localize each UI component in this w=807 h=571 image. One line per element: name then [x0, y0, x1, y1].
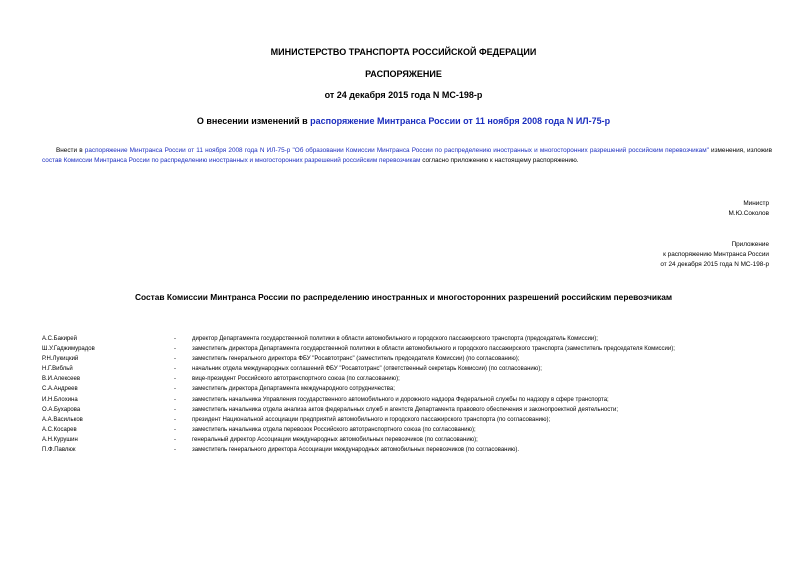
- member-role: вице-президент Российского автотранспортного союза (по согласованию);: [192, 376, 400, 383]
- member-dash: -: [174, 447, 176, 454]
- member-name: А.А.Васильков: [42, 416, 83, 423]
- member-name: П.Ф.Павлюк: [42, 447, 76, 454]
- member-row: [42, 334, 782, 344]
- member-row: [42, 435, 782, 445]
- member-dash: -: [174, 356, 176, 363]
- paragraph-text-1: Внести в: [56, 147, 85, 154]
- member-role: заместитель начальника отдела анализа актов федеральных служб и агентств Департамента правового обеспечения и законопроектной деятельности;: [192, 406, 619, 413]
- member-name: В.И.Алексеев: [42, 376, 81, 383]
- member-name: Н.Г.Вибльй: [42, 366, 73, 373]
- member-role: заместитель начальника отдела перевозок Российского автотранспортного союза (по согласованию);: [192, 426, 476, 433]
- member-name: Р.Н.Лукицкий: [42, 356, 79, 363]
- paragraph-text-2: изменения, изложив: [708, 147, 772, 154]
- member-name: Ш.У.Гаджимурадов: [42, 346, 95, 353]
- member-role: директор Департамента государственной политики в области автомобильного и городского пассажирского транспорта (председатель Комиссии);: [192, 336, 598, 342]
- member-name: А.С.Косарев: [42, 426, 77, 433]
- member-row: [42, 395, 782, 405]
- member-role: заместитель директора Департамента государственной политики в области автомобильного и городского пассажирского транспорта (заместитель председателя Комиссии);: [192, 346, 675, 353]
- subtitle-link[interactable]: распоряжение Минтранса России от 11 ноября 2008 года N ИЛ-75-р: [310, 116, 611, 126]
- member-dash: -: [174, 436, 176, 443]
- member-dash: -: [174, 366, 176, 373]
- member-name: А.Н.Курушин: [42, 436, 78, 443]
- subtitle-prefix: О внесении изменений в: [196, 116, 311, 126]
- paragraph-text-3: согласно приложению к настоящему распоряжению.: [420, 157, 579, 164]
- member-dash: -: [174, 386, 176, 393]
- appendix-block: [660, 240, 769, 270]
- appendix-line-2: к распоряжению Минтранса России: [663, 251, 769, 258]
- members-list: [42, 334, 782, 455]
- composition-title: Состав Комиссии Минтранса России по распределению иностранных и многосторонних разрешений российским перевозчикам: [134, 292, 673, 302]
- member-dash: -: [174, 396, 176, 403]
- member-dash: -: [174, 376, 176, 383]
- member-name: С.А.Андреев: [42, 386, 78, 393]
- member-role: заместитель директора Департамента международного сотрудничества;: [192, 386, 395, 393]
- member-row: [42, 445, 782, 455]
- member-dash: -: [174, 426, 176, 433]
- member-role: президент Национальной ассоциации предприятий автомобильного и городского пассажирского транспорта (по согласованию);: [192, 416, 551, 423]
- member-dash: -: [174, 406, 176, 413]
- member-name: И.Н.Блохина: [42, 396, 78, 403]
- member-dash: -: [174, 336, 176, 342]
- document-type: РАСПОРЯЖЕНИЕ: [365, 69, 442, 79]
- signature-block: [728, 199, 769, 219]
- appendix-line-1: Приложение: [731, 241, 769, 248]
- member-role: заместитель начальника Управления государственного автомобильного и дорожного надзора Федеральной службы по надзору в сфере транспорта;: [192, 396, 609, 403]
- member-name: О.А.Бухарова: [42, 406, 81, 413]
- document-subtitle: [0, 116, 807, 126]
- signature-title: Министр: [743, 200, 769, 207]
- member-role: заместитель генерального директора ФБУ "Росавтотранс" (заместитель председателя Комиссии) (по согласованию);: [192, 356, 520, 363]
- member-row: [42, 415, 782, 425]
- member-row: [42, 374, 782, 384]
- main-paragraph: [42, 146, 772, 166]
- member-role: заместитель генерального директора Ассоциации международных автомобильных перевозчиков (по согласованию).: [192, 447, 520, 454]
- member-row: [42, 405, 782, 415]
- member-row: [42, 344, 782, 354]
- document-date: от 24 декабря 2015 года N МС-198-р: [324, 90, 483, 100]
- member-row: [42, 354, 782, 364]
- member-name: А.С.Бакирей: [42, 336, 77, 342]
- paragraph-link-order[interactable]: распоряжение Минтранса России от 11 ноября 2008 года N ИЛ-75-р "Об образовании Комиссии Минтранса России по распределению иностранных и многосторонних разрешений российским перевозчикам": [84, 147, 709, 154]
- member-dash: -: [174, 346, 176, 353]
- member-dash: -: [174, 416, 176, 423]
- member-role: генеральный директор Ассоциации международных автомобильных перевозчиков (по согласованию);: [192, 436, 478, 443]
- member-row: [42, 384, 782, 394]
- ministry-title: МИНИСТЕРСТВО ТРАНСПОРТА РОССИЙСКОЙ ФЕДЕРАЦИИ: [270, 47, 537, 57]
- appendix-line-3: от 24 декабря 2015 года N МС-198-р: [660, 261, 769, 268]
- member-row: [42, 425, 782, 435]
- member-role: начальник отдела международных соглашений ФБУ "Росавтотранс" (ответственный секретарь Комиссии) (по согласованию);: [192, 366, 542, 373]
- signature-name: М.Ю.Соколов: [728, 210, 769, 217]
- paragraph-link-composition[interactable]: состав Комиссии Минтранса России по распределению иностранных и многосторонних разрешений российским перевозчикам: [42, 157, 421, 164]
- member-row: [42, 364, 782, 374]
